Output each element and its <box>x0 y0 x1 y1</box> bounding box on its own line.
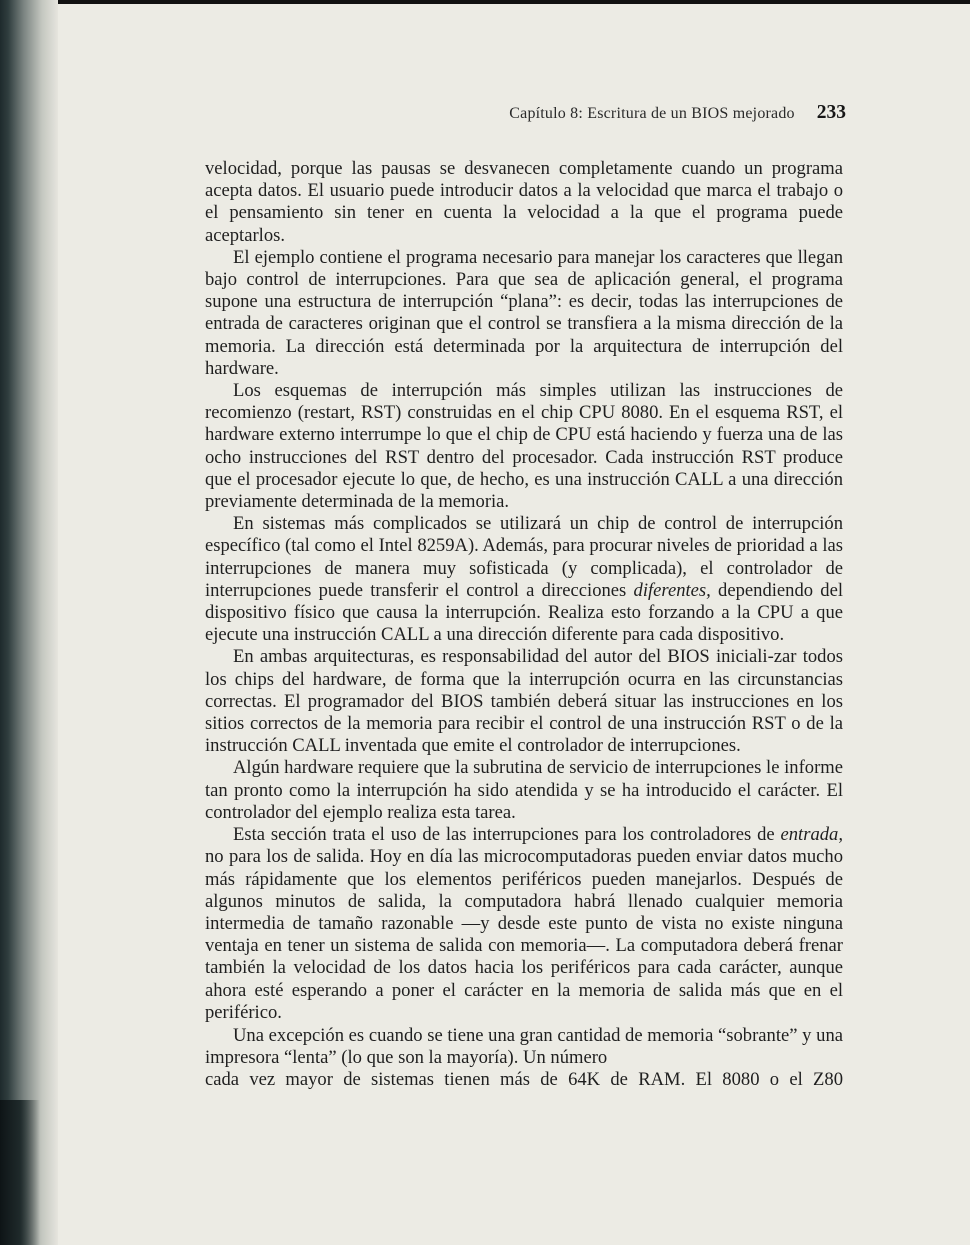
paragraph-8-last-line: cada vez mayor de sistemas tienen más de 64K de RAM. El 8080 o el Z80 <box>205 1069 843 1091</box>
paragraph-7-text-b: no para los de salida. Hoy en día las microcomputadoras pueden enviar datos mucho más rápidamente que los elementos periféricos pueden manejarlos. Después de algunos minutos de salida, la computadora habrá llenado cualquier memoria intermedia de tamaño razonable —y desde este punto de vista no existe ninguna ventaja en tener un sistema de salida con memoria—. La computadora deberá frenar también la velocidad de los datos hacia los periféricos para cada carácter, aunque ahora esté esperando a poner el carácter en la memoria de salida más que en el periférico. <box>205 846 843 1023</box>
page-number: 233 <box>816 102 846 123</box>
running-title: Capítulo 8: Escritura de un BIOS mejorado <box>509 105 795 122</box>
paragraph-4 <box>205 513 843 646</box>
paragraph-7 <box>205 824 843 1024</box>
paragraph-5-text: En ambas arquitecturas, es responsabilidad del autor del BIOS iniciali-zar todos los chips del hardware, de forma que la interrupción ocurra en las circunstancias correctas. El programador del BIOS también deberá situar las instrucciones en los sitios correctos de la memoria para recibir el control de una instrucción RST o de la instrucción CALL inventada que emite el controlador de interrupciones. <box>205 646 843 757</box>
paragraph-8-text: Una excepción es cuando se tiene una gran cantidad de memoria “sobrante” y una impresora “lenta” (lo que son la mayoría). Un número <box>205 1024 843 1069</box>
paragraph-7-emphasis: entrada, <box>780 824 843 846</box>
paragraph-3-text: Los esquemas de interrupción más simples utilizan las instrucciones de recomienzo (restart, RST) construidas en el chip CPU 8080. En el esquema RST, el hardware externo interrumpe lo que el chip de CPU está haciendo y fuerza una de las ocho instrucciones del RST dentro del procesador. Cada instrucción RST produce que el procesador ejecute lo que, de hecho, es una instrucción CALL a una dirección previamente determinada de la memoria. <box>205 380 843 513</box>
paragraph-8 <box>205 1025 843 1092</box>
paragraph-4-text-a: En sistemas más complicados se utilizará un chip de control de interrupción específico (tal como el Intel 8259A). Además, para procurar niveles de prioridad a las interrupciones de manera muy sofisticada (y complicada), el controlador de interrupciones puede transferir el control a direcciones <box>205 513 843 601</box>
paragraph-1-text: velocidad, porque las pausas se desvanecen completamente cuando un programa acepta datos. El usuario puede introducir datos a la velocidad que marca el trabajo o el pensamiento sin tener en cuenta la velocidad a la que el programa puede aceptarlos. <box>205 158 843 246</box>
body-text <box>205 158 843 1092</box>
paragraph-1 <box>205 158 843 247</box>
paragraph-6-text: Algún hardware requiere que la subrutina de servicio de interrupciones le informe tan pronto como la interrupción ha sido atendida y se ha introducido el carácter. El controlador del ejemplo realiza esta tarea. <box>205 757 843 823</box>
paragraph-2-text: El ejemplo contiene el programa necesario para manejar los caracteres que llegan bajo control de interrupciones. Para que sea de aplicación general, el programa supone una estructura de interrupción “plana”: es decir, todas las interrupciones de entrada de caracteres originan que el control se transfiera a la misma dirección de la memoria. La dirección está determinada por la arquitectura de interrupción del hardware. <box>205 246 843 379</box>
paragraph-7-text-a: Esta sección trata el uso de las interrupciones para los controladores de <box>233 824 781 846</box>
paragraph-5 <box>205 646 843 757</box>
paragraph-3 <box>205 380 843 513</box>
paragraph-4-emphasis: diferentes, <box>633 579 711 601</box>
paragraph-4-text-b: dependiendo del dispositivo físico que causa la interrupción. Realiza esto forzando a la CPU a que ejecute una instrucción CALL a una dirección diferente para cada dispositivo. <box>205 579 843 646</box>
paragraph-2 <box>205 247 843 380</box>
running-head <box>509 102 846 124</box>
paragraph-6 <box>205 757 843 824</box>
